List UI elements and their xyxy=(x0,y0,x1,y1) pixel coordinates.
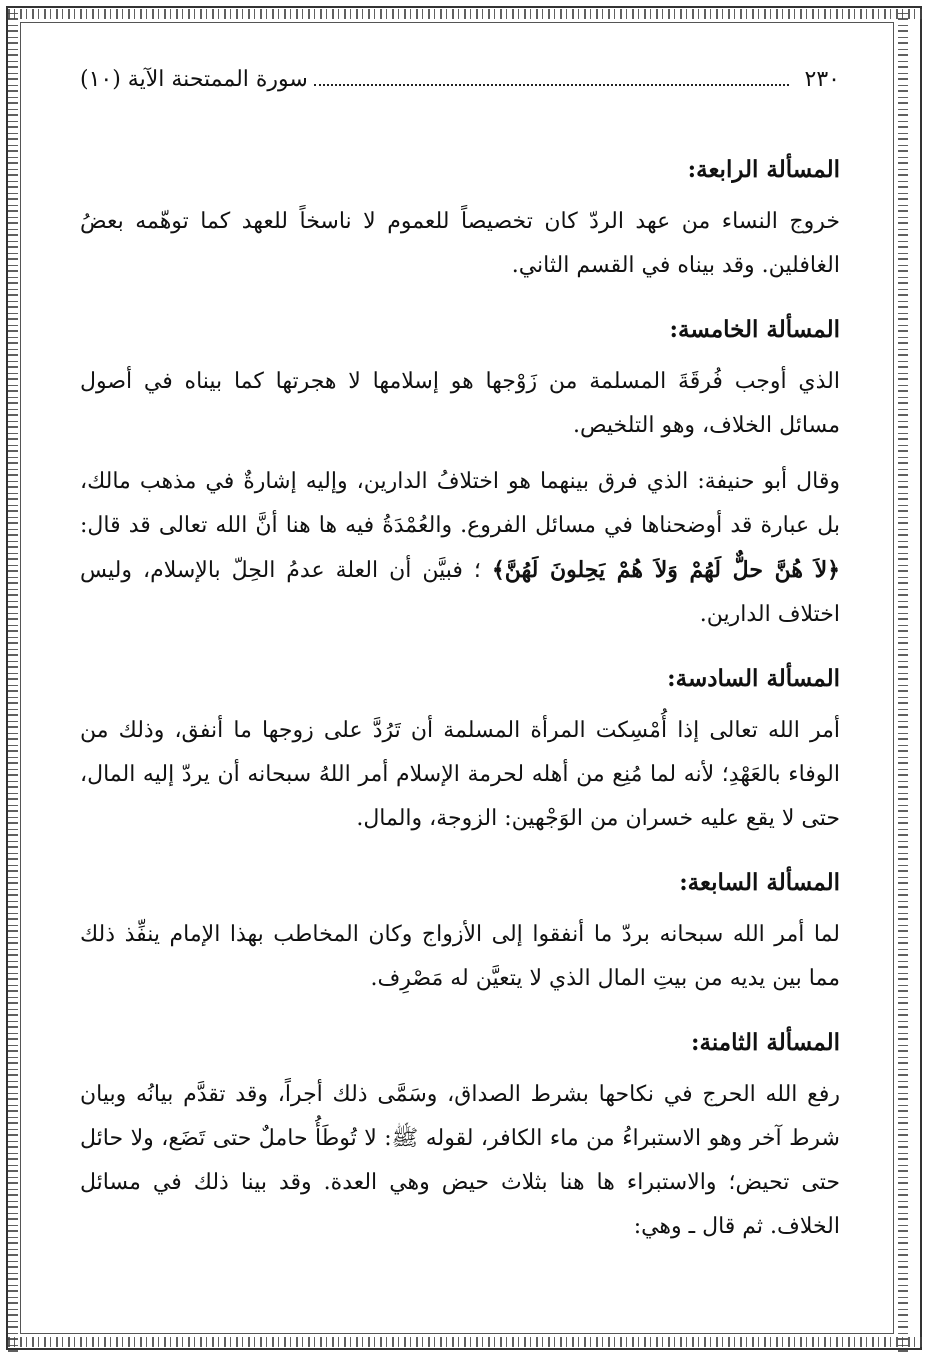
section-8 xyxy=(80,1025,840,1249)
ornamental-border-left xyxy=(8,8,18,1352)
section-paragraph: خروج النساء من عهد الردّ كان تخصيصاً للعموم لا ناسخاً للعهد كما توهّمه بعضُ الغافلين. وقد بيناه في القسم الثاني. xyxy=(80,209,840,278)
section-heading: المسألة الرابعة: xyxy=(687,156,840,183)
section-heading: المسألة السادسة: xyxy=(667,665,840,692)
page-content xyxy=(80,60,840,1249)
section-heading: المسألة الخامسة: xyxy=(669,316,840,343)
page-number: ٢٣٠ xyxy=(804,67,840,92)
paragraph-text: وقال أبو حنيفة: الذي فرق بينهما هو اختلافُ الدارين، وإليه إشارةٌ في مذهب مالك، بل عبارة قد أوضحناها في مسائل الفروع. والعُمْدَةُ فيه ها هنا أنَّ الله تعالى قد قال: xyxy=(80,469,840,538)
ornamental-border-top xyxy=(8,9,922,19)
abu-hanifa-paragraph xyxy=(80,460,840,637)
section-paragraph: الذي أوجب فُرقَةَ المسلمة من زَوْجها هو إسلامها لا هجرتها كما بيناه في أصول مسائل الخلاف، وهو التلخيص. xyxy=(80,369,840,438)
paragraph-text: ؛ فبيَّن أن العلة عدمُ الحِلّ بالإسلام، وليس اختلاف الدارين. xyxy=(80,558,840,627)
leader-dots xyxy=(314,66,789,86)
ornamental-border-right xyxy=(898,8,908,1352)
section-paragraph: لما أمر الله سبحانه بردّ ما أنفقوا إلى الأزواج وكان المخاطب بهذا الإمام ينفِّذ ذلك مما بين يديه من بيتِ المال الذي لا يتعيَّن له مَصْرِف. xyxy=(80,922,840,991)
section-5 xyxy=(80,312,840,637)
section-paragraph: رفع الله الحرج في نكاحها بشرط الصداق، وسَمَّى ذلك أجراً، وقد تقدَّم بيانُه وبيان شرط آخر وهو الاستبراءُ من ماء الكافر، لقوله ﷺ: لا تُوطَأُ حاملٌ حتى تَضَع، ولا حائل حتى تحيض؛ والاستبراء ها هنا بثلاث حيض وهي العدة. وقد بينا ذلك في مسائل الخلاف. ثم قال ـ وهي: xyxy=(80,1082,840,1239)
section-heading: المسألة الثامنة: xyxy=(691,1029,840,1056)
surah-title: سورة الممتحنة الآية (١٠) xyxy=(80,67,308,92)
ornamental-border-bottom xyxy=(8,1337,922,1347)
section-6 xyxy=(80,661,840,841)
quran-verse: ﴿لاَ هُنَّ حلٌّ لَهُمْ وَلاَ هُمْ يَحِلونَ لَهُنَّ﴾ xyxy=(491,557,841,583)
section-4 xyxy=(80,152,840,288)
section-7 xyxy=(80,865,840,1001)
running-header xyxy=(80,60,840,100)
section-heading: المسألة السابعة: xyxy=(679,869,840,896)
section-paragraph: أمر الله تعالى إذا أُمْسِكت المرأة المسلمة أن تَرُدَّ على زوجها ما أنفق، وذلك من الوفاء بالعَهْدِ؛ لأنه لما مُنِع من أهله لحرمة الإسلام أمر اللهُ سبحانه أن يردّ إليه المال، حتى لا يقع عليه خسران من الوَجْهين: الزوجة، والمال. xyxy=(80,718,840,831)
